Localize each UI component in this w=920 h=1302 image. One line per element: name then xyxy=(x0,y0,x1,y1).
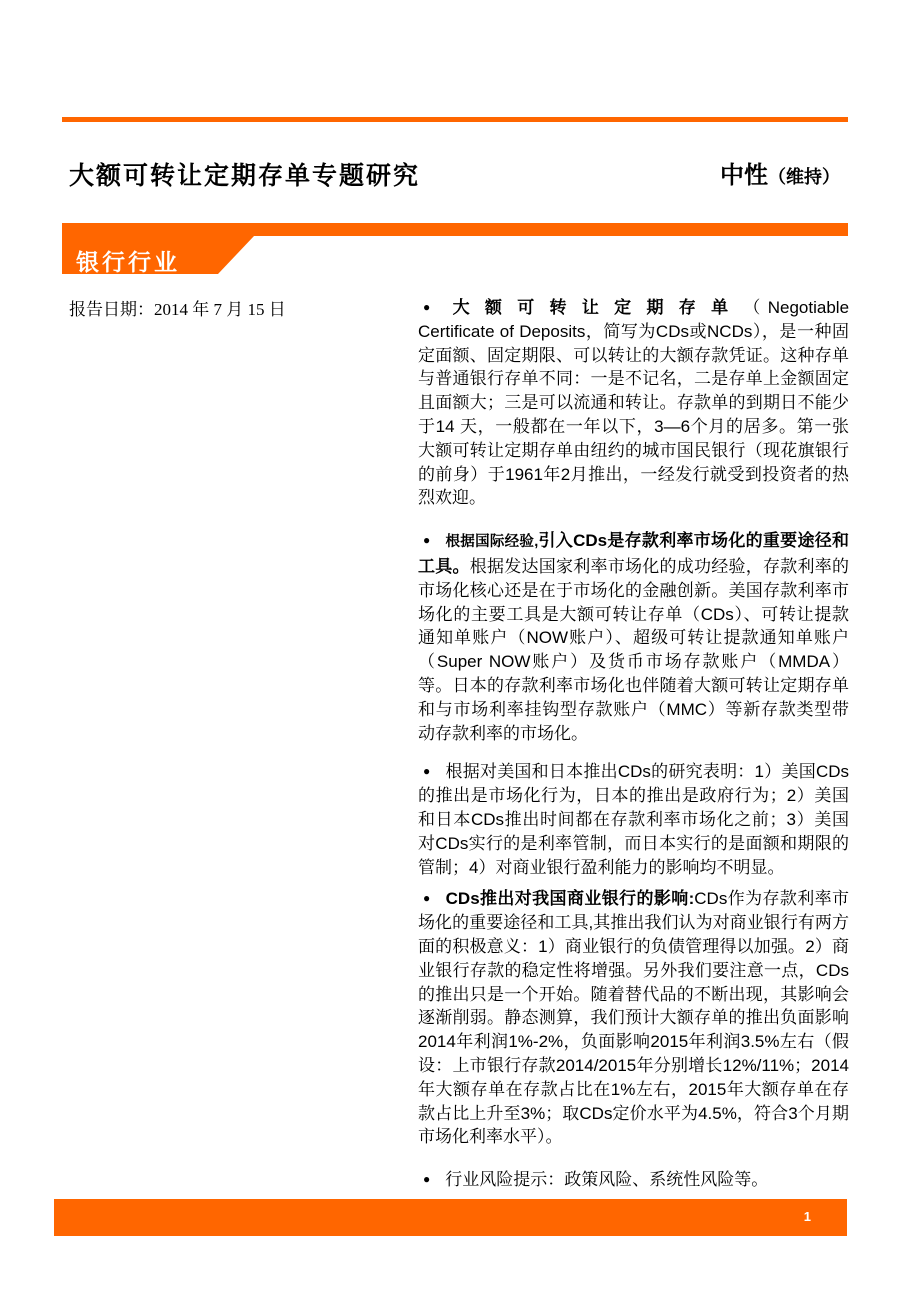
bullet-paragraph xyxy=(418,529,849,745)
bullet-text-segment: 行业风险提示：政策风险、系统性风险等。 xyxy=(445,1170,769,1190)
bullet-text-segment: 大额可转让定期存单 xyxy=(452,298,744,317)
bullet-paragraph xyxy=(418,1168,849,1192)
page-number: 1 xyxy=(803,1209,811,1224)
bullet-text-segment: 引入CDs是存款利率市场化的重要途径和工具。 xyxy=(418,531,850,576)
bullet-text-segment: （Negotiable Certificate of Deposits，简写为CDs或NCDs），是一种固定面额、固定期限、可以转让的大额存款凭证。这种存单与普通银行存单不同：一是不记名，二是存单上金额固定且面额大；三是可以流通和转让。存款单的到期日不能少于14 天，一般都在一年以下，3—6个月的居多。第一张大额可转让定期存单由纽约的城市国民银行（现花旗银行的前身）于1961年2月推出，一经发行就受到投资者的热烈欢迎。 xyxy=(418,298,850,508)
bullet-text-segment: 根据国际经验, xyxy=(445,534,539,551)
banner-strip xyxy=(62,223,848,236)
page-title: 大额可转让定期存单专题研究 xyxy=(69,162,421,190)
bullet-text-segment: CDs推出对我国商业银行的影响: xyxy=(445,889,695,909)
bullet-text-segment: CDs作为存款利率市场化的重要途径和工具,其推出我们认为对商业银行有两方面的积极意义：1）商业银行的负债管理得以加强。2）商业银行存款的稳定性将增强。另外我们要注意一点，CDs的推出只是一个开始。随着替代品的不断出现，其影响会逐渐削弱。静态测算，我们预计大额存单的推出负面影响2014年利润1%-2%，负面影响2015年利润3.5%左右（假设：上市银行存款2014/2015年分别增长12%/11%；2014年大额存单在存款占比在1%左右，2015年大额存单在存款占比上升至3%；取CDs定价水平为4.5%，符合3个月期市场化利率水平）。 xyxy=(418,889,850,1147)
rating-value: 中性 xyxy=(720,162,768,189)
bullet-icon: ● xyxy=(423,533,431,548)
bullet-icon: ● xyxy=(423,764,431,779)
industry-label: 银行行业 xyxy=(76,249,180,275)
bullet-paragraph xyxy=(418,760,849,879)
bullet-paragraph xyxy=(418,887,849,1149)
rating-badge xyxy=(720,160,840,193)
footer-bar xyxy=(54,1199,847,1236)
bullet-icon: ● xyxy=(423,300,438,314)
bullet-icon: ● xyxy=(423,891,431,906)
bullet-paragraph xyxy=(418,296,849,510)
top-divider-rule xyxy=(62,117,848,122)
rating-suffix: （维持） xyxy=(768,167,840,187)
bullet-text-segment: 根据发达国家利率市场化的成功经验，存款利率的市场化核心还是在于市场化的金融创新。美国存款利率市场化的主要工具是大额可转让存单（CDs）、可转让提款通知单账户（NOW账户）、超级可转让提款通知单账户（Super NOW账户）及货币市场存款账户（MMDA）等。日本的存款利率市场化也伴随着大额可转让定期存单和与市场利率挂钩型存款账户（MMC）等新存款类型带动存款利率的市场化。 xyxy=(418,556,849,743)
bullet-icon: ● xyxy=(423,1172,431,1187)
bullet-text-segment: 根据对美国和日本推出CDs的研究表明：1）美国CDs的推出是市场化行为，日本的推出是政府行为；2）美国和日本CDs推出时间都在存款利率市场化之前；3）美国对CDs实行的是利率管制，而日本实行的是面额和期限的管制；4）对商业银行盈利能力的影响均不明显。 xyxy=(418,762,849,877)
report-date: 报告日期：2014 年 7 月 15 日 xyxy=(69,300,286,319)
industry-banner xyxy=(62,223,848,274)
summary-bullet-list xyxy=(418,296,849,1192)
